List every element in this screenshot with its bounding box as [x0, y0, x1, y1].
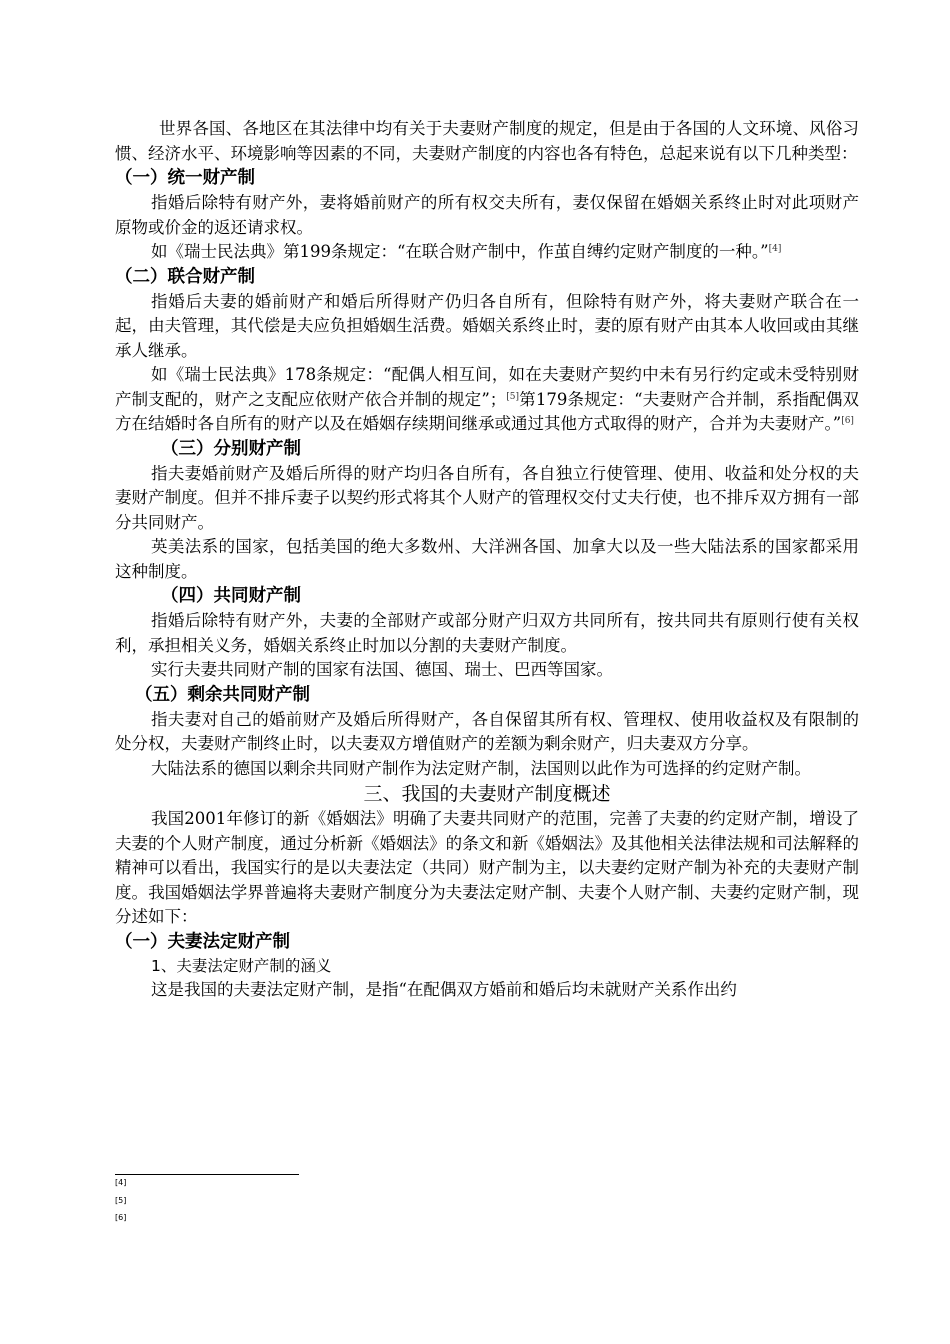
heading-unified-property: （一）统一财产制 — [115, 168, 255, 188]
footnote-ref[interactable]: [4] — [768, 244, 782, 254]
body-text — [115, 117, 859, 1002]
footnote-4: [4] — [115, 1178, 127, 1187]
heading-surplus-community-property: （五）剩余共同财产制 — [135, 684, 310, 705]
paragraph: 指婚后除特有财产外，夫妻的全部财产或部分财产归双方共同所有，按共同共有原则行使有关权利，承担相关义务，婚姻关系终止时加以分割的夫妻财产制度。 — [115, 611, 859, 655]
paragraph — [115, 240, 859, 265]
paragraph: 英美法系的国家，包括美国的绝大多数州、大洋洲各国、加拿大以及一些大陆法系的国家都采用这种制度。 — [115, 537, 859, 581]
footnote-5: [5] — [115, 1196, 127, 1205]
section-title: 三、我国的夫妻财产制度概述 — [363, 783, 611, 805]
paragraph: 指夫妻婚前财产及婚后所得的财产均归各自所有，各自独立行使管理、使用、收益和处分权的夫妻财产制度。但并不排斥妻子以契约形式将其个人财产的管理权交付丈夫行使，也不排斥双方拥有一部分共同财产。 — [115, 463, 859, 532]
footnote-ref[interactable]: [5] — [506, 391, 520, 402]
paragraph: 指婚后除特有财产外，妻将婚前财产的所有权交夫所有，妻仅保留在婚姻关系终止时对此项财产原物或价金的返还请求权。 — [115, 193, 859, 237]
heading-joint-property: （二）联合财产制 — [115, 266, 255, 287]
intro-paragraph: 世界各国、各地区在其法律中均有关于夫妻财产制度的规定，但是由于各国的人文环境、风俗习惯、经济水平、环境影响等因素的不同，夫妻财产制度的内容也各有特色，总起来说有以下几种类型： — [115, 119, 859, 163]
paragraph — [115, 363, 859, 437]
heading-statutory-property: （一）夫妻法定财产制 — [115, 931, 290, 952]
paragraph: 实行夫妻共同财产制的国家有法国、德国、瑞士、巴西等国家。 — [151, 660, 613, 679]
paragraph-text: 第179条规定：“夫妻财产合并制，系指配偶双方在结婚时各自所有的财产以及在婚姻存续期间继承或通过其他方式取得的财产，合并为夫妻财产。” — [115, 389, 859, 433]
paragraph: 指夫妻对自己的婚前财产及婚后所得财产，各自保留其所有权、管理权、使用收益权及有限制的处分权，夫妻财产制终止时，以夫妻双方增值财产的差额为剩余财产，归夫妻双方分享。 — [115, 709, 859, 753]
paragraph: 我国2001年修订的新《婚姻法》明确了夫妻共同财产的范围，完善了夫妻的约定财产制，增设了夫妻的个人财产制度，通过分析新《婚姻法》的条文和新《婚姻法》及其他相关法律法规和司法解释的精神可以看出，我国实行的是以夫妻法定（共同）财产制为主，以夫妻约定财产制为补充的夫妻财产制度。我国婚姻法学界普遍将夫妻财产制度分为夫妻法定财产制、夫妻个人财产制、夫妻约定财产制，现分述如下： — [115, 809, 859, 926]
heading-community-property: （四）共同财产制 — [161, 586, 301, 606]
footnote-ref[interactable]: [6] — [841, 416, 854, 426]
paragraph: 这是我国的夫妻法定财产制，是指“在配偶双方婚前和婚后均未就财产关系作出约 — [151, 979, 737, 999]
subheading: 1、夫妻法定财产制的涵义 — [151, 956, 332, 975]
footnote-separator — [115, 1174, 299, 1175]
paragraph: 指婚后夫妻的婚前财产和婚后所得财产仍归各自所有，但除特有财产外，将夫妻财产联合在一起，由夫管理，其代偿是夫应负担婚姻生活费。婚姻关系终止时，妻的原有财产由其本人收回或由其继承人继承。 — [115, 291, 859, 360]
heading-separate-property: （三）分别财产制 — [161, 438, 301, 459]
paragraph: 大陆法系的德国以剩余共同财产制作为法定财产制，法国则以此作为可选择的约定财产制。 — [151, 758, 811, 778]
paragraph-text: 如《瑞士民法典》178条规定：“配偶人相互间，如在夫妻财产契约中未有另行约定或未受特别财产制支配的，财产之支配应依财产依合并制的规定”； — [115, 365, 859, 409]
footnote-6: [6] — [115, 1213, 127, 1222]
paragraph-text: 如《瑞士民法典》第199条规定：“在联合财产制中，作茧自缚约定财产制度的一种。” — [151, 242, 769, 261]
